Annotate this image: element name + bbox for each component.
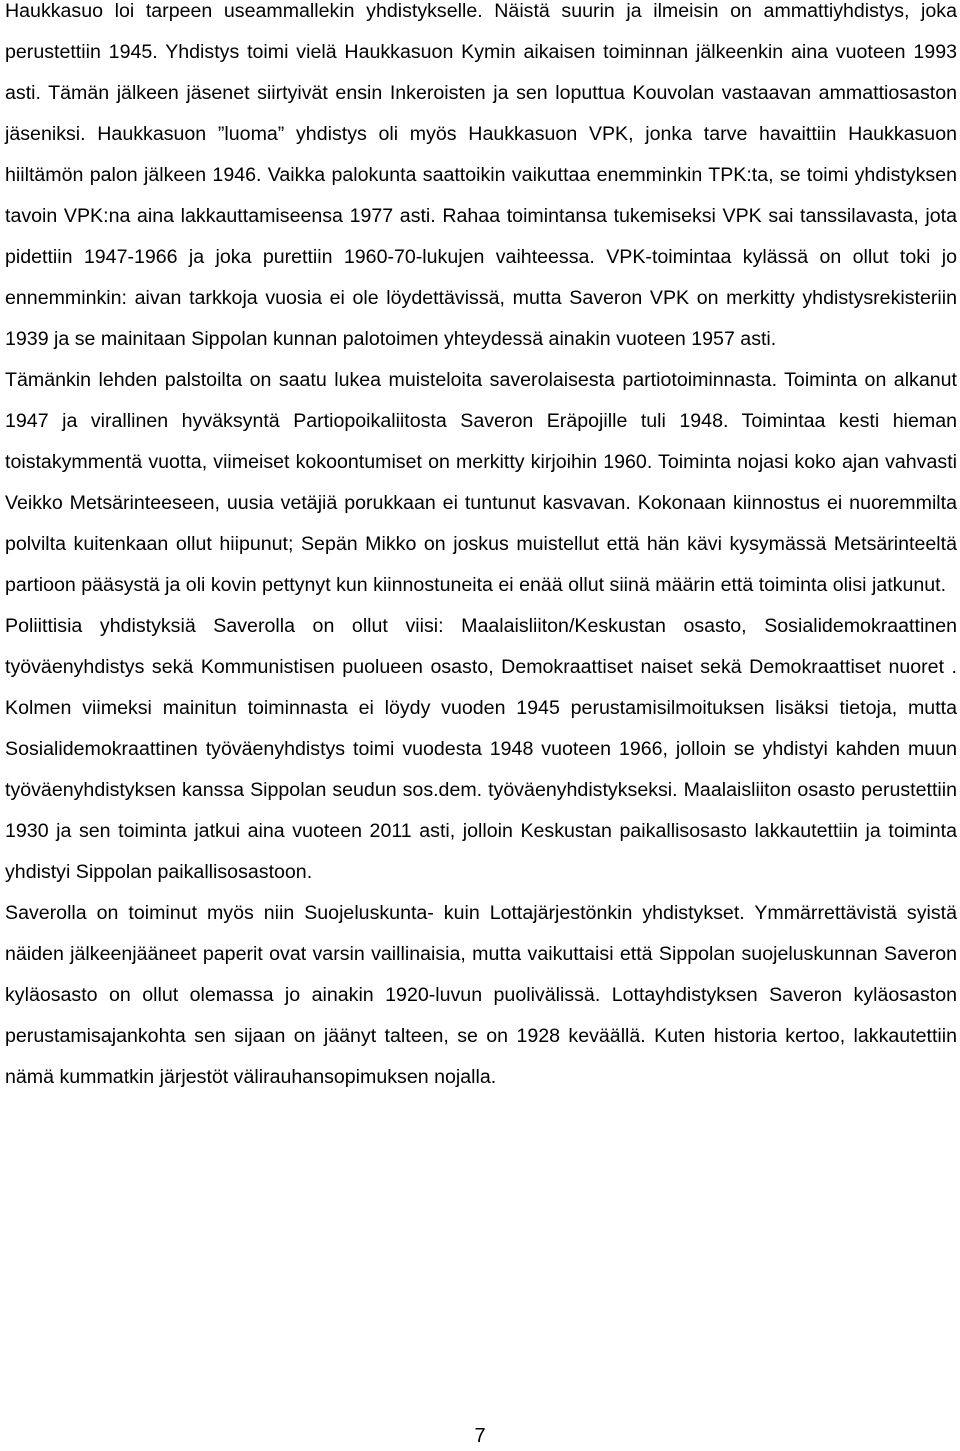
- paragraph-associations: Haukkasuo loi tarpeen useammallekin yhdistykselle. Näistä suurin ja ilmeisin on ammattiyhdistys, joka perustettiin 1945. Yhdistys toimi vielä Haukkasuon Kymin aikaisen toiminnan jälkeenkin aina vuoteen 1993 asti. Tämän jälkeen jäsenet siirtyivät ensin Inkeroisten ja sen loputtua Kouvolan vastaavan ammattiosaston jäseniksi. Haukkasuon ”luoma” yhdistys oli myös Haukkasuon VPK, jonka tarve havaittiin Haukkasuon hiiltämön palon jälkeen 1946. Vaikka palokunta saattoikin vaikuttaa enemminkin TPK:ta, se toimi yhdistyksen tavoin VPK:na aina lakkauttamiseensa 1977 asti. Rahaa toimintansa tukemiseksi VPK sai tanssilavasta, jota pidettiin 1947-1966 ja joka purettiin 1960-70-lukujen vaihteessa. VPK-toimintaa kylässä on ollut toki jo ennemminkin: aivan tarkkoja vuosia ei ole löydettävissä, mutta Saveron VPK on merkitty yhdistysrekisteriin 1939 ja se mainitaan Sippolan kunnan palotoimen yhteydessä ainakin vuoteen 1957 asti.: [5, 0, 957, 350]
- paragraph-scouting: Tämänkin lehden palstoilta on saatu lukea muisteloita saverolaisesta partiotoiminnasta. Toiminta on alkanut 1947 ja virallinen hyväksyntä Partiopoikaliitosta Saveron Eräpojille tuli 1948. Toimintaa kesti hieman toistakymmentä vuotta, viimeiset kokoontumiset on merkitty kirjoihin 1960. Toiminta nojasi koko ajan vahvasti Veikko Metsärinteeseen, uusia vetäjiä porukkaan ei tuntunut kasvavan. Kokonaan kiinnostus ei nuoremmilta polvilta kuitenkaan ollut hiipunut; Sepän Mikko on joskus muistellut että hän kävi kysymässä Metsärinteeltä partioon pääsystä ja oli kovin pettynyt kun kiinnostuneita ei enää ollut siinä määrin että toiminta olisi jatkunut.: [5, 369, 957, 596]
- body-text: [5, 0, 957, 1098]
- paragraph-civil-guard: Saverolla on toiminut myös niin Suojeluskunta- kuin Lottajärjestönkin yhdistykset. Ymmärrettävistä syistä näiden jälkeenjääneet paperit ovat varsin vaillinaisia, mutta vaikuttaisi että Sippolan suojeluskunnan Saveron kyläosasto on ollut olemassa jo ainakin 1920-luvun puolivälissä. Lottayhdistyksen Saveron kyläosaston perustamisajankohta sen sijaan on jäänyt talteen, se on 1928 keväällä. Kuten historia kertoo, lakkautettiin nämä kummatkin järjestöt välirauhansopimuksen nojalla.: [5, 902, 957, 1088]
- page-number: 7: [474, 1425, 486, 1447]
- paragraph-political: Poliittisia yhdistyksiä Saverolla on ollut viisi: Maalaisliiton/Keskustan osasto, Sosialidemokraattinen työväenyhdistys sekä Kommunistisen puolueen osasto, Demokraattiset naiset sekä Demokraattiset nuoret . Kolmen viimeksi mainitun toiminnasta ei löydy vuoden 1945 perustamisilmoituksen lisäksi tietoja, mutta Sosialidemokraattinen työväenyhdistys toimi vuodesta 1948 vuoteen 1966, jolloin se yhdistyi kahden muun työväenyhdistyksen kanssa Sippolan seudun sos.dem. työväenyhdistykseksi. Maalaisliiton osasto perustettiin 1930 ja sen toiminta jatkui aina vuoteen 2011 asti, jolloin Keskustan paikallisosasto lakkautettiin ja toiminta yhdistyi Sippolan paikallisosastoon.: [5, 615, 957, 883]
